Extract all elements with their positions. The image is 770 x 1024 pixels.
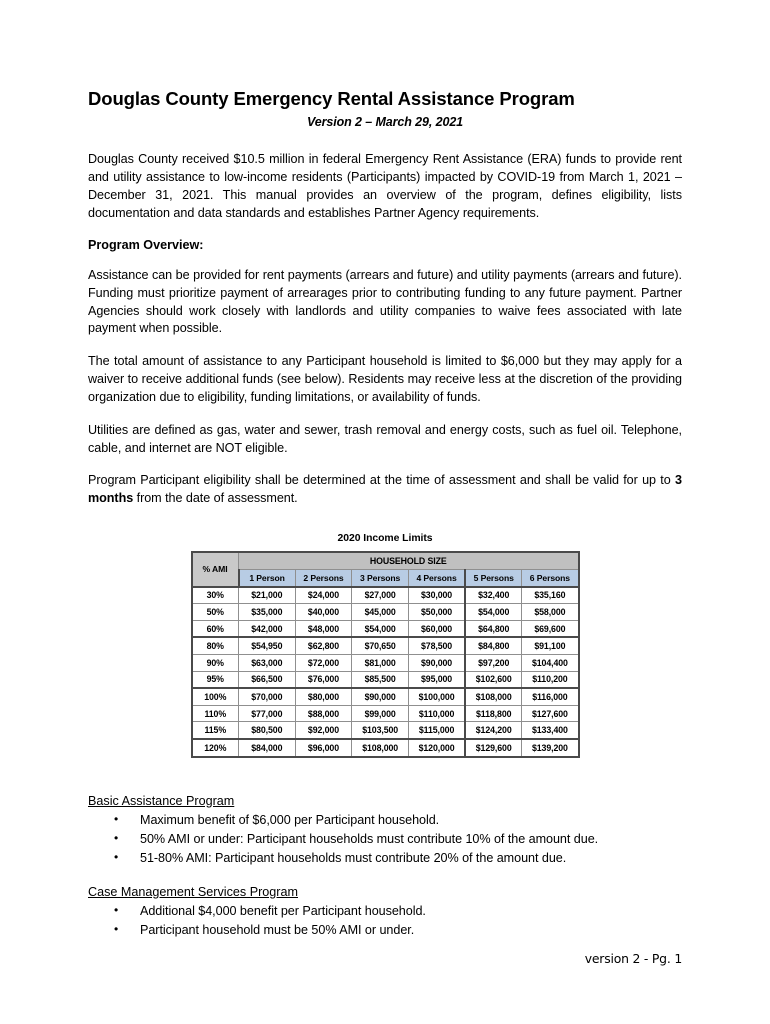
table-row xyxy=(192,722,579,739)
cell-income-value: $88,000 xyxy=(295,705,352,722)
cell-income-value: $35,000 xyxy=(239,604,296,621)
income-table-title: 2020 Income Limits xyxy=(337,533,433,545)
cell-income-value: $90,000 xyxy=(352,688,409,705)
cell-income-value: $45,000 xyxy=(352,604,409,621)
list-item: • Maximum benefit of $6,000 per Participant household. xyxy=(114,811,682,830)
cell-ami-80: 80% xyxy=(192,637,239,654)
case-management-program-heading: Case Management Services Program xyxy=(88,884,298,899)
cell-income-value: $58,000 xyxy=(522,604,579,621)
column-header-household-2: 2 Persons xyxy=(295,569,352,586)
income-limits-section xyxy=(88,533,682,757)
cell-income-value: $30,000 xyxy=(408,587,465,604)
income-table-body xyxy=(192,587,579,757)
basic-assistance-program-bullets xyxy=(88,811,682,868)
cell-income-value: $32,400 xyxy=(465,587,522,604)
cell-income-value: $21,000 xyxy=(239,587,296,604)
cell-income-value: $99,000 xyxy=(352,705,409,722)
cell-income-value: $81,000 xyxy=(352,654,409,671)
basic-assistance-program-block xyxy=(88,794,682,868)
column-header-household-size: HOUSEHOLD SIZE xyxy=(239,552,579,569)
cell-income-value: $139,200 xyxy=(522,739,579,757)
cell-income-value: $92,000 xyxy=(295,722,352,739)
income-table-head xyxy=(192,552,579,586)
cell-income-value: $129,600 xyxy=(465,739,522,757)
overview-paragraph-2: The total amount of assistance to any Participant household is limited to $6,000 but they may apply for a waiver to receive additional funds (see below). Residents may receive less at the discretion of the providing organization due to eligibility, funding limitations, or availability of funds. xyxy=(88,354,682,405)
cell-income-value: $96,000 xyxy=(295,739,352,757)
cell-income-value: $76,000 xyxy=(295,671,352,688)
eligibility-duration-paragraph xyxy=(88,472,682,508)
column-header-household-5: 5 Persons xyxy=(465,569,522,586)
cell-income-value: $48,000 xyxy=(295,620,352,637)
table-row xyxy=(192,620,579,637)
cell-income-value: $27,000 xyxy=(352,587,409,604)
table-row xyxy=(192,654,579,671)
document-version-subtitle: Version 2 – March 29, 2021 xyxy=(306,115,464,130)
cell-income-value: $118,800 xyxy=(465,705,522,722)
list-item: • Participant household must be 50% AMI or under. xyxy=(114,921,682,940)
intro-paragraph: Douglas County received $10.5 million in federal Emergency Rent Assistance (ERA) funds to provide rent and utility assistance to low-income residents (Participants) impacted by COVID-19 from March 1, 2021 – December 31, 2021. This manual provides an overview of the program, defines eligibility, lists documentation and data standards and establishes Partner Agency requirements. xyxy=(88,152,682,220)
cell-income-value: $70,000 xyxy=(239,688,296,705)
cell-income-value: $70,650 xyxy=(352,637,409,654)
column-header-household-4: 4 Persons xyxy=(408,569,465,586)
cell-income-value: $66,500 xyxy=(239,671,296,688)
cell-income-value: $116,000 xyxy=(522,688,579,705)
cell-income-value: $120,000 xyxy=(408,739,465,757)
cell-ami-95: 95% xyxy=(192,671,239,688)
cell-income-value: $90,000 xyxy=(408,654,465,671)
cell-income-value: $80,500 xyxy=(239,722,296,739)
cell-income-value: $85,500 xyxy=(352,671,409,688)
cell-ami-60: 60% xyxy=(192,620,239,637)
cell-income-value: $102,600 xyxy=(465,671,522,688)
column-header-household-1: 1 Person xyxy=(239,569,296,586)
cell-income-value: $64,800 xyxy=(465,620,522,637)
cell-income-value: $110,000 xyxy=(408,705,465,722)
income-table-header-row-columns xyxy=(192,569,579,586)
cell-income-value: $127,600 xyxy=(522,705,579,722)
cell-income-value: $104,400 xyxy=(522,654,579,671)
cell-income-value: $110,200 xyxy=(522,671,579,688)
column-header-household-6: 6 Persons xyxy=(522,569,579,586)
cell-income-value: $84,800 xyxy=(465,637,522,654)
cell-ami-100: 100% xyxy=(192,688,239,705)
table-row xyxy=(192,637,579,654)
table-row xyxy=(192,604,579,621)
eligibility-text-before: Program Participant eligibility shall be determined at the time of assessment and shall be valid for up to xyxy=(88,472,676,487)
list-item: • 51-80% AMI: Participant households must contribute 20% of the amount due. xyxy=(114,849,682,868)
overview-paragraph-3: Utilities are defined as gas, water and sewer, trash removal and energy costs, such as fuel oil. Telephone, cable, and internet are NOT eligible. xyxy=(88,422,682,455)
cell-income-value: $91,100 xyxy=(522,637,579,654)
cell-income-value: $80,000 xyxy=(295,688,352,705)
cell-income-value: $54,000 xyxy=(465,604,522,621)
cell-income-value: $84,000 xyxy=(239,739,296,757)
column-header-household-3: 3 Persons xyxy=(352,569,409,586)
cell-income-value: $72,000 xyxy=(295,654,352,671)
table-row xyxy=(192,739,579,757)
cell-income-value: $24,000 xyxy=(295,587,352,604)
cell-income-value: $108,000 xyxy=(352,739,409,757)
table-row xyxy=(192,671,579,688)
cell-ami-110: 110% xyxy=(192,705,239,722)
income-table-header-row-group xyxy=(192,552,579,569)
cell-ami-120: 120% xyxy=(192,739,239,757)
cell-income-value: $35,160 xyxy=(522,587,579,604)
cell-income-value: $97,200 xyxy=(465,654,522,671)
cell-income-value: $60,000 xyxy=(408,620,465,637)
cell-income-value: $103,500 xyxy=(352,722,409,739)
table-row xyxy=(192,688,579,705)
cell-income-value: $54,000 xyxy=(352,620,409,637)
list-item: • Additional $4,000 benefit per Participant household. xyxy=(114,902,682,921)
cell-ami-30: 30% xyxy=(192,587,239,604)
page-footer: version 2 - Pg. 1 xyxy=(584,951,682,966)
cell-income-value: $63,000 xyxy=(239,654,296,671)
eligibility-duration-emphasis: 3 months xyxy=(88,472,682,505)
basic-assistance-program-heading: Basic Assistance Program xyxy=(88,793,235,808)
cell-income-value: $133,400 xyxy=(522,722,579,739)
program-overview-heading: Program Overview: xyxy=(88,237,204,252)
page-title: Douglas County Emergency Rental Assistance Program xyxy=(88,88,575,109)
cell-income-value: $40,000 xyxy=(295,604,352,621)
cell-ami-115: 115% xyxy=(192,722,239,739)
cell-income-value: $77,000 xyxy=(239,705,296,722)
cell-income-value: $115,000 xyxy=(408,722,465,739)
table-row xyxy=(192,705,579,722)
cell-income-value: $108,000 xyxy=(465,688,522,705)
cell-income-value: $78,500 xyxy=(408,637,465,654)
table-row xyxy=(192,587,579,604)
case-management-program-bullets xyxy=(88,902,682,940)
cell-income-value: $124,200 xyxy=(465,722,522,739)
cell-ami-50: 50% xyxy=(192,604,239,621)
cell-income-value: $54,950 xyxy=(239,637,296,654)
cell-income-value: $50,000 xyxy=(408,604,465,621)
cell-ami-90: 90% xyxy=(192,654,239,671)
cell-income-value: $42,000 xyxy=(239,620,296,637)
cell-income-value: $62,800 xyxy=(295,637,352,654)
overview-paragraph-1: Assistance can be provided for rent payments (arrears and future) and utility payments (arrears and future). Funding must prioritize payment of arrearages prior to contributing funding to any future payment. Partner Agencies should work closely with landlords and utility companies to waive fees associated with late payment when possible. xyxy=(88,267,682,336)
income-limits-table xyxy=(191,551,580,757)
eligibility-text-after: from the date of assessment. xyxy=(133,490,298,505)
case-management-program-block xyxy=(88,885,682,940)
list-item: • 50% AMI or under: Participant households must contribute 10% of the amount due. xyxy=(114,830,682,849)
column-header-ami: % AMI xyxy=(192,552,239,586)
cell-income-value: $69,600 xyxy=(522,620,579,637)
cell-income-value: $95,000 xyxy=(408,671,465,688)
cell-income-value: $100,000 xyxy=(408,688,465,705)
